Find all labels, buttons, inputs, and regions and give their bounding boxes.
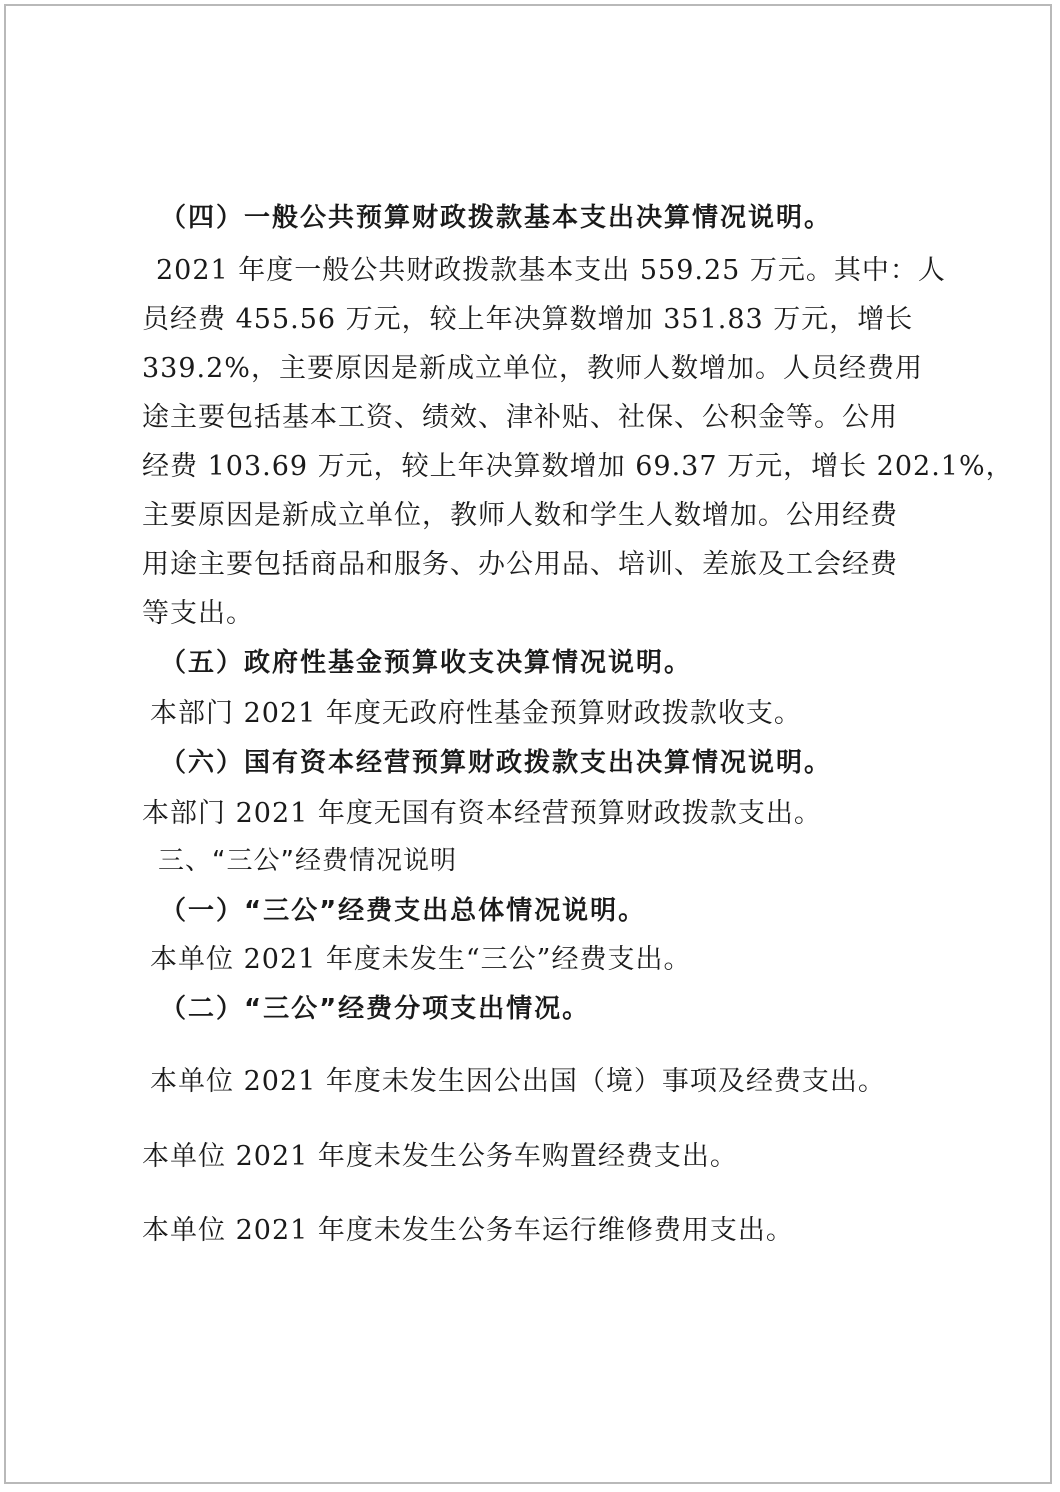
paragraph-line: 经费 103.69 万元，较上年决算数增加 69.37 万元，增长 202.1%， <box>142 451 1014 482</box>
heading-three-public-items: （二）“三公”经费分项支出情况。 <box>160 994 591 1024</box>
paragraph-state-capital: 本部门 2021 年度无国有资本经营预算财政拨款支出。 <box>142 798 822 829</box>
paragraph-vehicle-operation: 本单位 2021 年度未发生公务车运行维修费用支出。 <box>142 1215 794 1246</box>
heading-three-public-overall: （一）“三公”经费支出总体情况说明。 <box>160 896 647 926</box>
paragraph-government-fund: 本部门 2021 年度无政府性基金预算财政拨款收支。 <box>150 698 802 729</box>
paragraph-line: 2021 年度一般公共财政拨款基本支出 559.25 万元。其中：人 <box>156 255 946 286</box>
paragraph-line: 用途主要包括商品和服务、办公用品、培训、差旅及工会经费 <box>142 549 898 580</box>
section-three-public: 三、“三公”经费情况说明 <box>158 846 457 876</box>
paragraph-line: 等支出。 <box>142 598 254 629</box>
heading-government-fund: （五）政府性基金预算收支决算情况说明。 <box>160 648 693 678</box>
heading-state-capital: （六）国有资本经营预算财政拨款支出决算情况说明。 <box>160 748 833 778</box>
paragraph-line: 员经费 455.56 万元，较上年决算数增加 351.83 万元，增长 <box>142 304 914 335</box>
paragraph-overseas-travel: 本单位 2021 年度未发生因公出国（境）事项及经费支出。 <box>150 1066 886 1097</box>
paragraph-three-public-overall: 本单位 2021 年度未发生“三公”经费支出。 <box>150 944 692 975</box>
paragraph-line: 主要原因是新成立单位，教师人数和学生人数增加。公用经费 <box>142 500 898 531</box>
paragraph-line: 途主要包括基本工资、绩效、津补贴、社保、公积金等。公用 <box>142 402 898 433</box>
heading-basic-expenditure: （四）一般公共预算财政拨款基本支出决算情况说明。 <box>160 203 833 233</box>
paragraph-vehicle-purchase: 本单位 2021 年度未发生公务车购置经费支出。 <box>142 1141 738 1172</box>
paragraph-line: 339.2%，主要原因是新成立单位，教师人数增加。人员经费用 <box>142 353 923 384</box>
